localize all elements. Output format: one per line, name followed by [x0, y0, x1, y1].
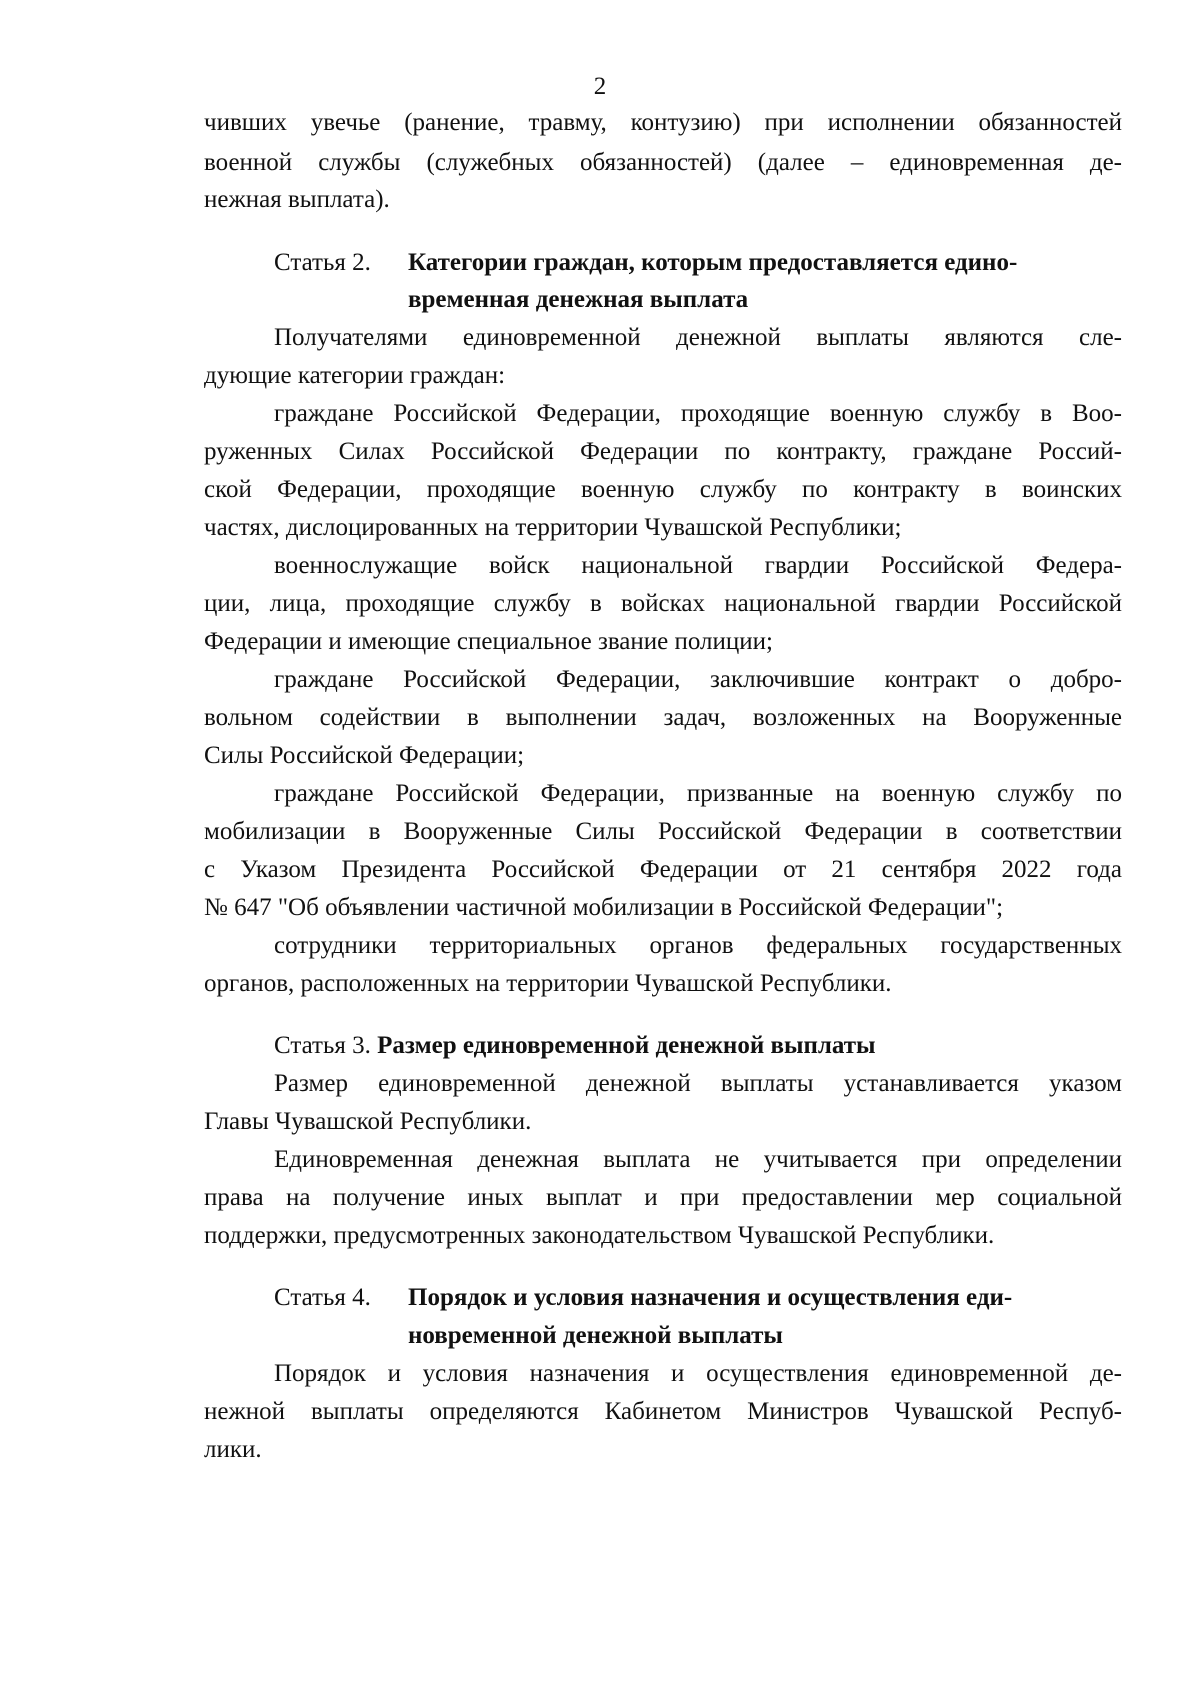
intro-line: военной службы (служебных обязанностей) (далее – единовременная де-	[204, 149, 1122, 176]
article-2-line: № 647 "Об объявлении частичной мобилизации в Российской Федерации";	[204, 894, 1004, 921]
article-4-title: Порядок и условия назначения и осуществления еди-	[408, 1284, 1013, 1311]
article-2-line: Получателями единовременной денежной выплаты являются сле-	[274, 324, 1122, 351]
article-2-line: органов, расположенных на территории Чувашской Республики.	[204, 970, 892, 997]
article-2-line: ской Федерации, проходящие военную службу по контракту в воинских	[204, 476, 1122, 503]
article-3-heading	[274, 1026, 1122, 1066]
page-number: 2	[593, 73, 607, 100]
article-3-label: Статья 3.	[274, 1032, 371, 1059]
article-2-line: граждане Российской Федерации, проходящие военную службу в Воо-	[274, 400, 1122, 427]
article-2-line: руженных Силах Российской Федерации по контракту, граждане Россий-	[204, 438, 1122, 465]
article-3-line: Единовременная денежная выплата не учитывается при определении	[274, 1146, 1122, 1173]
article-4-line: лики.	[204, 1436, 262, 1463]
article-2-line: Силы Российской Федерации;	[204, 742, 525, 769]
article-3-title: Размер единовременной денежной выплаты	[377, 1032, 876, 1059]
article-2-line: частях, дислоцированных на территории Чувашской Республики;	[204, 514, 902, 541]
article-2-line: ции, лица, проходящие службу в войсках национальной гвардии Российской	[204, 590, 1122, 617]
article-4-title: новременной денежной выплаты	[408, 1322, 783, 1349]
article-2-line: сотрудники территориальных органов федеральных государственных	[274, 932, 1122, 959]
article-2-line: граждане Российской Федерации, заключившие контракт о добро-	[274, 666, 1122, 693]
article-2-line: с Указом Президента Российской Федерации от 21 сентября 2022 года	[204, 856, 1122, 883]
article-4-line: Порядок и условия назначения и осуществления единовременной де-	[274, 1360, 1122, 1387]
article-3-line: поддержки, предусмотренных законодательством Чувашской Республики.	[204, 1222, 995, 1249]
article-4-label: Статья 4.	[274, 1284, 371, 1311]
article-2-line: вольном содействии в выполнении задач, возложенных на Вооруженные	[204, 704, 1122, 731]
article-2-line: мобилизации в Вооруженные Силы Российской Федерации в соответствии	[204, 818, 1122, 845]
article-2-line: военнослужащие войск национальной гвардии Российской Федера-	[274, 552, 1122, 579]
article-3-line: Главы Чувашской Республики.	[204, 1108, 532, 1135]
article-4-heading	[274, 1278, 1122, 1318]
article-2-title: Категории граждан, которым предоставляется едино-	[408, 249, 1018, 276]
intro-line: нежная выплата).	[204, 186, 390, 213]
article-3-line: Размер единовременной денежной выплаты устанавливается указом	[274, 1070, 1122, 1097]
article-4-line: нежной выплаты определяются Кабинетом Министров Чувашской Респуб-	[204, 1398, 1122, 1425]
article-2-heading	[274, 243, 1122, 283]
article-2-line: Федерации и имеющие специальное звание полиции;	[204, 628, 773, 655]
intro-line: чивших увечье (ранение, травму, контузию) при исполнении обязанностей	[204, 109, 1122, 136]
article-2-line: граждане Российской Федерации, призванные на военную службу по	[274, 780, 1122, 807]
article-3-line: права на получение иных выплат и при предоставлении мер социальной	[204, 1184, 1122, 1211]
article-2-line: дующие категории граждан:	[204, 362, 506, 389]
article-2-title: временная денежная выплата	[408, 286, 749, 313]
article-2-label: Статья 2.	[274, 249, 371, 276]
